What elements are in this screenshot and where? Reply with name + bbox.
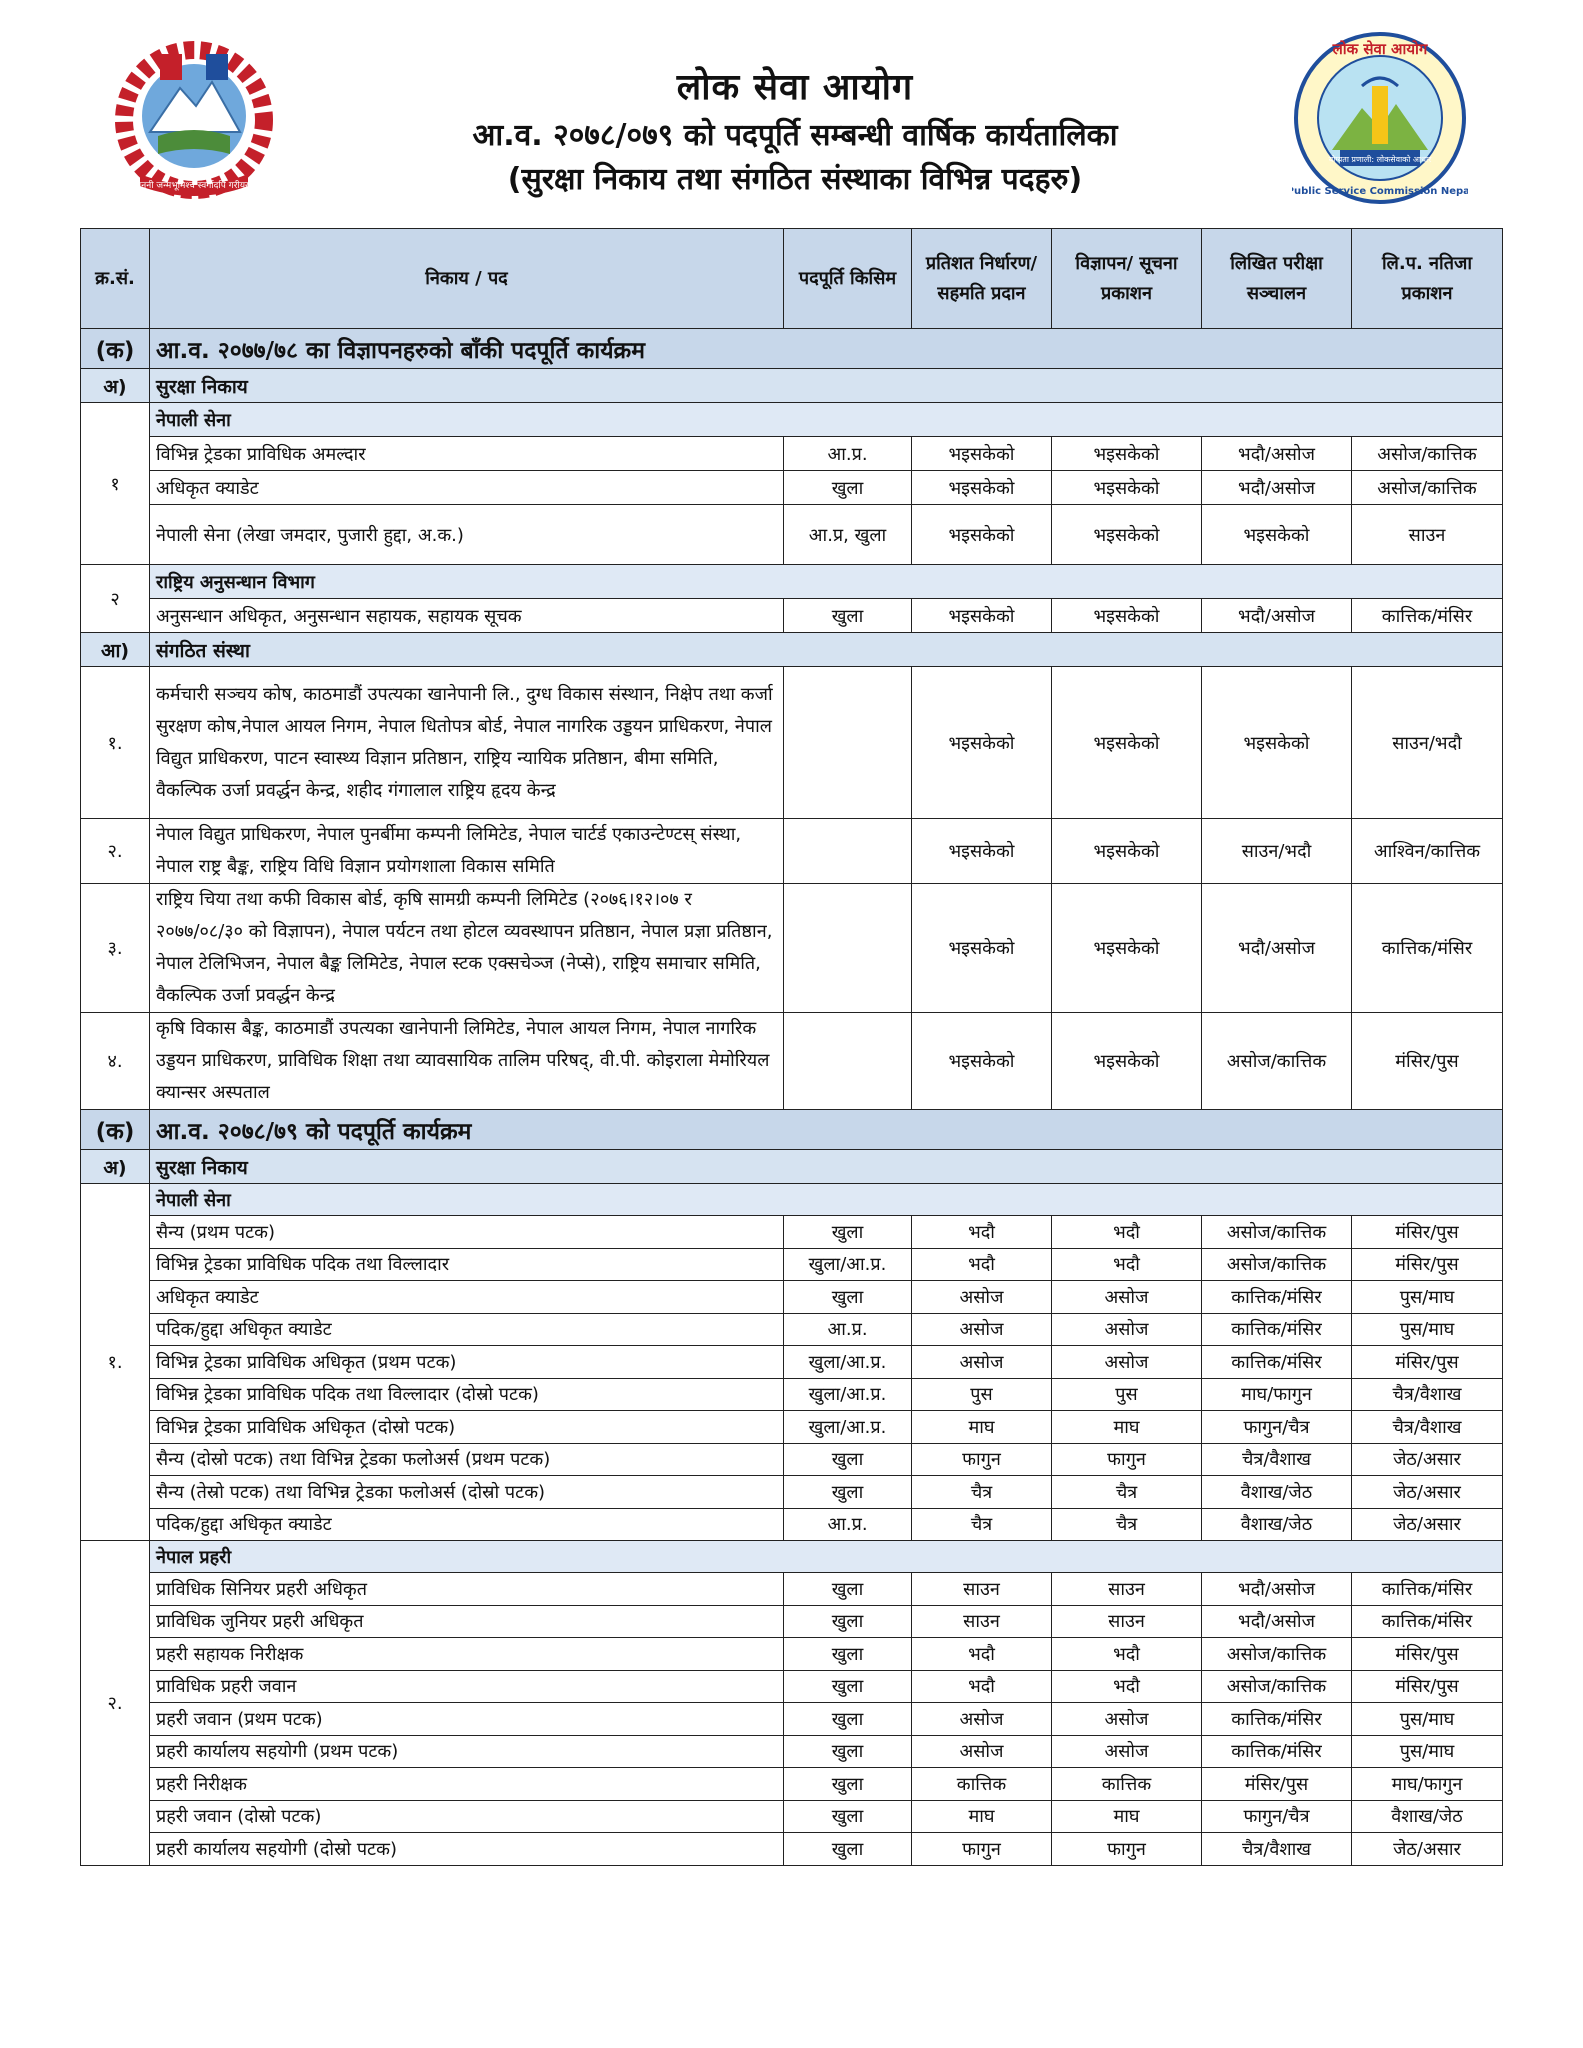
exam-date: माघ/फागुन (1202, 1378, 1352, 1411)
recruit-type: खुला/आ.प्र. (784, 1411, 912, 1444)
subsection-title: सुरक्षा निकाय (150, 369, 1503, 403)
serial-number: ४. (81, 1013, 150, 1110)
percent-date: फागुन (912, 1833, 1052, 1866)
table-row (81, 1013, 1503, 1110)
post-name: अनुसन्धान अधिकृत, अनुसन्धान सहायक, सहायक सूचक (150, 599, 784, 633)
percent-date: भदौ (912, 1670, 1052, 1703)
org-name: राष्ट्रिय अनुसन्धान विभाग (150, 565, 1503, 599)
result-date: साउन/भदौ (1352, 667, 1503, 819)
serial-number: १ (81, 403, 150, 565)
org-name: नेपाली सेना (150, 403, 1503, 437)
serial-number: १. (81, 1184, 150, 1541)
org-title-row (81, 403, 1503, 437)
post-name: कर्मचारी सञ्चय कोष, काठमाडौं उपत्यका खानेपानी लि., दुग्ध विकास संस्थान, निक्षेप तथा कर्जा सुरक्षण कोष,नेपाल आयल निगम, नेपाल धितोपत्र बोर्ड, नेपाल नागरिक उड्डयन प्राधिकरण, नेपाल विद्युत प्राधिकरण, पाटन स्वास्थ्य विज्ञान प्रतिष्ठान, राष्ट्रिय न्यायिक प्रतिष्ठान, बीमा समिति, वैकल्पिक उर्जा प्रवर्द्धन केन्द्र, शहीद गंगालाल राष्ट्रिय हृदय केन्द्र (150, 667, 784, 819)
ad-date: भइसकेको (1052, 471, 1202, 505)
exam-date: असोज/कात्तिक (1202, 1248, 1352, 1281)
exam-date: फागुन/चैत्र (1202, 1411, 1352, 1444)
subsection-title: संगठित संस्था (150, 633, 1503, 667)
result-date: मंसिर/पुस (1352, 1013, 1503, 1110)
subsection-row (81, 369, 1503, 403)
org-title-row (81, 565, 1503, 599)
result-date: कात्तिक/मंसिर (1352, 599, 1503, 633)
exam-date: भइसकेको (1202, 667, 1352, 819)
percent-date: भइसकेको (912, 819, 1052, 884)
page-subtitle-1: आ.व. २०७८/०७९ को पदपूर्ति सम्बन्धी वार्षिक कार्यतालिका (472, 118, 1118, 153)
ad-date: असोज (1052, 1313, 1202, 1346)
result-date: मंसिर/पुस (1352, 1670, 1503, 1703)
table-row (81, 884, 1503, 1013)
post-name: प्रहरी कार्यालय सहयोगी (प्रथम पटक) (150, 1735, 784, 1768)
table-row (81, 505, 1503, 565)
result-date: जेठ/असार (1352, 1508, 1503, 1541)
result-date: मंसिर/पुस (1352, 1248, 1503, 1281)
post-name: विभिन्न ट्रेडका प्राविधिक पदिक तथा विल्लादार (दोस्रो पटक) (150, 1378, 784, 1411)
section-title: आ.व. २०७७/७८ का विज्ञापनहरुको बाँकी पदपूर्ति कार्यक्रम (150, 329, 1503, 369)
table-body (81, 329, 1503, 1866)
table-row (81, 1281, 1503, 1314)
col-sn: क्र.सं. (81, 229, 150, 329)
col-percent: प्रतिशत निर्धारण/ सहमति प्रदान (912, 229, 1052, 329)
ad-date: चैत्र (1052, 1508, 1202, 1541)
exam-date: कात्तिक/मंसिर (1202, 1313, 1352, 1346)
post-name: अधिकृत क्याडेट (150, 471, 784, 505)
result-date: असोज/कात्तिक (1352, 471, 1503, 505)
post-name: राष्ट्रिय चिया तथा कफी विकास बोर्ड, कृषि सामग्री कम्पनी लिमिटेड (२०७६।१२।०७ र २०७७/०८/३० को विज्ञापन), नेपाल पर्यटन तथा होटल व्यवस्थापन प्रतिष्ठान, नेपाल प्रज्ञा प्रतिष्ठान, नेपाल टेलिभिजन, नेपाल बैङ्क लिमिटेड, नेपाल स्टक एक्सचेञ्ज (नेप्से), राष्ट्रिय समाचार समिति, वैकल्पिक उर्जा प्रवर्द्धन केन्द्र (150, 884, 784, 1013)
subsection-title: सुरक्षा निकाय (150, 1150, 1503, 1184)
table-row (81, 1508, 1503, 1541)
exam-date: फागुन/चैत्र (1202, 1800, 1352, 1833)
recruit-type: खुला (784, 1735, 912, 1768)
post-name: प्रहरी सहायक निरीक्षक (150, 1638, 784, 1671)
ad-date: असोज (1052, 1346, 1202, 1379)
result-date: साउन (1352, 505, 1503, 565)
col-exam: लिखित परीक्षा सञ्चालन (1202, 229, 1352, 329)
post-name: सैन्य (प्रथम पटक) (150, 1216, 784, 1249)
table-header-row (81, 229, 1503, 329)
ad-date: फागुन (1052, 1833, 1202, 1866)
percent-date: भदौ (912, 1248, 1052, 1281)
result-date: चैत्र/वैशाख (1352, 1378, 1503, 1411)
ad-date: साउन (1052, 1605, 1202, 1638)
title-block (300, 62, 1290, 202)
recruit-type: खुला (784, 1216, 912, 1249)
percent-date: भइसकेको (912, 884, 1052, 1013)
ad-date: भइसकेको (1052, 505, 1202, 565)
ad-date: चैत्र (1052, 1476, 1202, 1509)
org-name: नेपाल प्रहरी (150, 1541, 1503, 1573)
post-name: सैन्य (तेस्रो पटक) तथा विभिन्न ट्रेडका फलोअर्स (दोस्रो पटक) (150, 1476, 784, 1509)
percent-date: साउन (912, 1605, 1052, 1638)
percent-date: भइसकेको (912, 667, 1052, 819)
serial-number: २ (81, 565, 150, 633)
ad-date: असोज (1052, 1281, 1202, 1314)
table-row (81, 1443, 1503, 1476)
ad-date: भइसकेको (1052, 819, 1202, 884)
post-name: प्राविधिक जुनियर प्रहरी अधिकृत (150, 1605, 784, 1638)
result-date: आश्विन/कात्तिक (1352, 819, 1503, 884)
recruit-type: खुला (784, 1703, 912, 1736)
post-name: विभिन्न ट्रेडका प्राविधिक अधिकृत (दोस्रो पटक) (150, 1411, 784, 1444)
exam-date: भदौ/असोज (1202, 599, 1352, 633)
table-row (81, 1378, 1503, 1411)
recruit-type: आ.प्र. (784, 1508, 912, 1541)
table-row (81, 1476, 1503, 1509)
result-date: मंसिर/पुस (1352, 1638, 1503, 1671)
post-name: प्राविधिक प्रहरी जवान (150, 1670, 784, 1703)
table-row (81, 599, 1503, 633)
recruit-type: खुला (784, 1605, 912, 1638)
ad-date: भदौ (1052, 1248, 1202, 1281)
table-row (81, 819, 1503, 884)
post-name: कृषि विकास बैङ्क, काठमाडौं उपत्यका खानेपानी लिमिटेड, नेपाल आयल निगम, नेपाल नागरिक उड्डयन प्राधिकरण, प्राविधिक शिक्षा तथा व्यावसायिक तालिम परिषद्, वी.पी. कोइराला मेमोरियल क्यान्सर अस्पताल (150, 1013, 784, 1110)
recruit-type (784, 819, 912, 884)
post-name: प्रहरी जवान (प्रथम पटक) (150, 1703, 784, 1736)
percent-date: फागुन (912, 1443, 1052, 1476)
nepal-emblem (100, 36, 288, 204)
post-name: प्रहरी निरीक्षक (150, 1768, 784, 1801)
exam-date: असोज/कात्तिक (1202, 1670, 1352, 1703)
recruit-type: खुला (784, 1670, 912, 1703)
table-row (81, 437, 1503, 471)
exam-date: असोज/कात्तिक (1202, 1216, 1352, 1249)
exam-date: मंसिर/पुस (1202, 1768, 1352, 1801)
recruit-type: खुला (784, 1768, 912, 1801)
table-row (81, 1638, 1503, 1671)
result-date: पुस/माघ (1352, 1281, 1503, 1314)
org-title-row (81, 1541, 1503, 1573)
post-name: प्रहरी कार्यालय सहयोगी (दोस्रो पटक) (150, 1833, 784, 1866)
percent-date: भदौ (912, 1216, 1052, 1249)
page-subtitle-2: (सुरक्षा निकाय तथा संगठित संस्थाका विभिन्न पदहरु) (507, 162, 1083, 197)
percent-date: कात्तिक (912, 1768, 1052, 1801)
exam-date: भदौ/असोज (1202, 884, 1352, 1013)
serial-number: २. (81, 819, 150, 884)
ad-date: पुस (1052, 1378, 1202, 1411)
table-row (81, 1216, 1503, 1249)
result-date: जेठ/असार (1352, 1833, 1503, 1866)
svg-text:योग्यता प्रणाली: लोकसेवाको आधा: योग्यता प्रणाली: लोकसेवाको आधार (1328, 155, 1432, 164)
exam-date: असोज/कात्तिक (1202, 1013, 1352, 1110)
percent-date: माघ (912, 1411, 1052, 1444)
subsection-label: अ) (81, 1150, 150, 1184)
percent-date: असोज (912, 1346, 1052, 1379)
ad-date: भइसकेको (1052, 599, 1202, 633)
result-date: पुस/माघ (1352, 1703, 1503, 1736)
ad-date: भइसकेको (1052, 884, 1202, 1013)
result-date: कात्तिक/मंसिर (1352, 1573, 1503, 1606)
recruit-type: खुला (784, 1476, 912, 1509)
table-row (81, 1605, 1503, 1638)
subsection-row (81, 633, 1503, 667)
table-row (81, 1833, 1503, 1866)
org-name: नेपाली सेना (150, 1184, 1503, 1216)
exam-date: भदौ/असोज (1202, 471, 1352, 505)
result-date: कात्तिक/मंसिर (1352, 884, 1503, 1013)
recruit-type (784, 667, 912, 819)
exam-date: भइसकेको (1202, 505, 1352, 565)
recruit-type: खुला (784, 471, 912, 505)
table-row (81, 1735, 1503, 1768)
exam-date: वैशाख/जेठ (1202, 1476, 1352, 1509)
post-name: प्राविधिक सिनियर प्रहरी अधिकृत (150, 1573, 784, 1606)
subsection-label: अ) (81, 369, 150, 403)
svg-text:जननी जन्मभूमिश्च स्वर्गादपि गर: जननी जन्मभूमिश्च स्वर्गादपि गरीयसी (134, 181, 254, 191)
recruit-type: खुला (784, 1800, 912, 1833)
col-ad: विज्ञापन/ सूचना प्रकाशन (1052, 229, 1202, 329)
result-date: जेठ/असार (1352, 1443, 1503, 1476)
exam-date: चैत्र/वैशाख (1202, 1833, 1352, 1866)
ad-date: फागुन (1052, 1443, 1202, 1476)
percent-date: भइसकेको (912, 437, 1052, 471)
exam-date: कात्तिक/मंसिर (1202, 1281, 1352, 1314)
recruit-type: खुला (784, 1281, 912, 1314)
col-type: पदपूर्ति किसिम (784, 229, 912, 329)
ad-date: असोज (1052, 1703, 1202, 1736)
ad-date: भदौ (1052, 1670, 1202, 1703)
result-date: मंसिर/पुस (1352, 1346, 1503, 1379)
section-label: (क) (81, 329, 150, 369)
section-row (81, 1110, 1503, 1150)
recruit-type: खुला (784, 1833, 912, 1866)
recruit-type: आ.प्र, खुला (784, 505, 912, 565)
ad-date: कात्तिक (1052, 1768, 1202, 1801)
post-name: पदिक/हुद्दा अधिकृत क्याडेट (150, 1508, 784, 1541)
recruit-type: खुला/आ.प्र. (784, 1346, 912, 1379)
percent-date: भइसकेको (912, 471, 1052, 505)
col-result: लि.प. नतिजा प्रकाशन (1352, 229, 1503, 329)
percent-date: भइसकेको (912, 599, 1052, 633)
table-row (81, 1248, 1503, 1281)
result-date: मंसिर/पुस (1352, 1216, 1503, 1249)
result-date: कात्तिक/मंसिर (1352, 1605, 1503, 1638)
section-label: (क) (81, 1110, 150, 1150)
percent-date: पुस (912, 1378, 1052, 1411)
table-row (81, 1800, 1503, 1833)
recruit-type (784, 1013, 912, 1110)
ad-date: साउन (1052, 1573, 1202, 1606)
ad-date: भदौ (1052, 1638, 1202, 1671)
exam-date: कात्तिक/मंसिर (1202, 1735, 1352, 1768)
table-row (81, 1670, 1503, 1703)
section-row (81, 329, 1503, 369)
schedule-table (80, 228, 1503, 1866)
percent-date: माघ (912, 1800, 1052, 1833)
post-name: विभिन्न ट्रेडका प्राविधिक अमल्दार (150, 437, 784, 471)
subsection-row (81, 1150, 1503, 1184)
percent-date: चैत्र (912, 1476, 1052, 1509)
col-name: निकाय / पद (150, 229, 784, 329)
recruit-type: आ.प्र. (784, 1313, 912, 1346)
exam-date: भदौ/असोज (1202, 1573, 1352, 1606)
ad-date: भइसकेको (1052, 667, 1202, 819)
ad-date: माघ (1052, 1800, 1202, 1833)
table-row (81, 667, 1503, 819)
result-date: जेठ/असार (1352, 1476, 1503, 1509)
result-date: चैत्र/वैशाख (1352, 1411, 1503, 1444)
percent-date: भइसकेको (912, 1013, 1052, 1110)
table-row (81, 1768, 1503, 1801)
org-title-row (81, 1184, 1503, 1216)
result-date: असोज/कात्तिक (1352, 437, 1503, 471)
recruit-type (784, 884, 912, 1013)
result-date: पुस/माघ (1352, 1735, 1503, 1768)
percent-date: असोज (912, 1735, 1052, 1768)
ad-date: माघ (1052, 1411, 1202, 1444)
post-name: विभिन्न ट्रेडका प्राविधिक पदिक तथा विल्लादार (150, 1248, 784, 1281)
post-name: विभिन्न ट्रेडका प्राविधिक अधिकृत (प्रथम पटक) (150, 1346, 784, 1379)
recruit-type: खुला (784, 1573, 912, 1606)
result-date: माघ/फागुन (1352, 1768, 1503, 1801)
exam-date: असोज/कात्तिक (1202, 1638, 1352, 1671)
recruit-type: खुला (784, 1443, 912, 1476)
serial-number: ३. (81, 884, 150, 1013)
exam-date: वैशाख/जेठ (1202, 1508, 1352, 1541)
percent-date: असोज (912, 1313, 1052, 1346)
exam-date: साउन/भदौ (1202, 819, 1352, 884)
recruit-type: आ.प्र. (784, 437, 912, 471)
post-name: अधिकृत क्याडेट (150, 1281, 784, 1314)
exam-date: कात्तिक/मंसिर (1202, 1346, 1352, 1379)
table-row (81, 471, 1503, 505)
post-name: प्रहरी जवान (दोस्रो पटक) (150, 1800, 784, 1833)
recruit-type: खुला/आ.प्र. (784, 1378, 912, 1411)
post-name: नेपाली सेना (लेखा जमदार, पुजारी हुद्दा, अ.क.) (150, 505, 784, 565)
percent-date: भदौ (912, 1638, 1052, 1671)
post-name: नेपाल विद्युत प्राधिकरण, नेपाल पुनर्बीमा कम्पनी लिमिटेड, नेपाल चार्टर्ड एकाउन्टेण्टस् संस्था, नेपाल राष्ट्र बैङ्क, राष्ट्रिय विधि विज्ञान प्रयोगशाला विकास समिति (150, 819, 784, 884)
percent-date: असोज (912, 1281, 1052, 1314)
psc-logo (1292, 30, 1468, 206)
exam-date: भदौ/असोज (1202, 437, 1352, 471)
exam-date: भदौ/असोज (1202, 1605, 1352, 1638)
exam-date: कात्तिक/मंसिर (1202, 1703, 1352, 1736)
table-row (81, 1346, 1503, 1379)
percent-date: असोज (912, 1703, 1052, 1736)
recruit-type: खुला (784, 599, 912, 633)
ad-date: भदौ (1052, 1216, 1202, 1249)
percent-date: चैत्र (912, 1508, 1052, 1541)
recruit-type: खुला/आ.प्र. (784, 1248, 912, 1281)
result-date: वैशाख/जेठ (1352, 1800, 1503, 1833)
page-header (0, 0, 1583, 230)
result-date: पुस/माघ (1352, 1313, 1503, 1346)
serial-number: २. (81, 1541, 150, 1866)
exam-date: चैत्र/वैशाख (1202, 1443, 1352, 1476)
svg-text:लोक सेवा आयोग: लोक सेवा आयोग (1332, 40, 1428, 58)
table-row (81, 1411, 1503, 1444)
page-title: लोक सेवा आयोग (676, 67, 914, 108)
percent-date: भइसकेको (912, 505, 1052, 565)
table-row (81, 1313, 1503, 1346)
ad-date: असोज (1052, 1735, 1202, 1768)
subsection-label: आ) (81, 633, 150, 667)
table-row (81, 1573, 1503, 1606)
section-title: आ.व. २०७८/७९ को पदपूर्ति कार्यक्रम (150, 1110, 1503, 1150)
table-row (81, 1703, 1503, 1736)
post-name: सैन्य (दोस्रो पटक) तथा विभिन्न ट्रेडका फलोअर्स (प्रथम पटक) (150, 1443, 784, 1476)
ad-date: भइसकेको (1052, 437, 1202, 471)
percent-date: साउन (912, 1573, 1052, 1606)
post-name: पदिक/हुद्दा अधिकृत क्याडेट (150, 1313, 784, 1346)
ad-date: भइसकेको (1052, 1013, 1202, 1110)
serial-number: १. (81, 667, 150, 819)
svg-text:Public Service Commission Nepa: Public Service Commission Nepal (1292, 186, 1468, 197)
recruit-type: खुला (784, 1638, 912, 1671)
